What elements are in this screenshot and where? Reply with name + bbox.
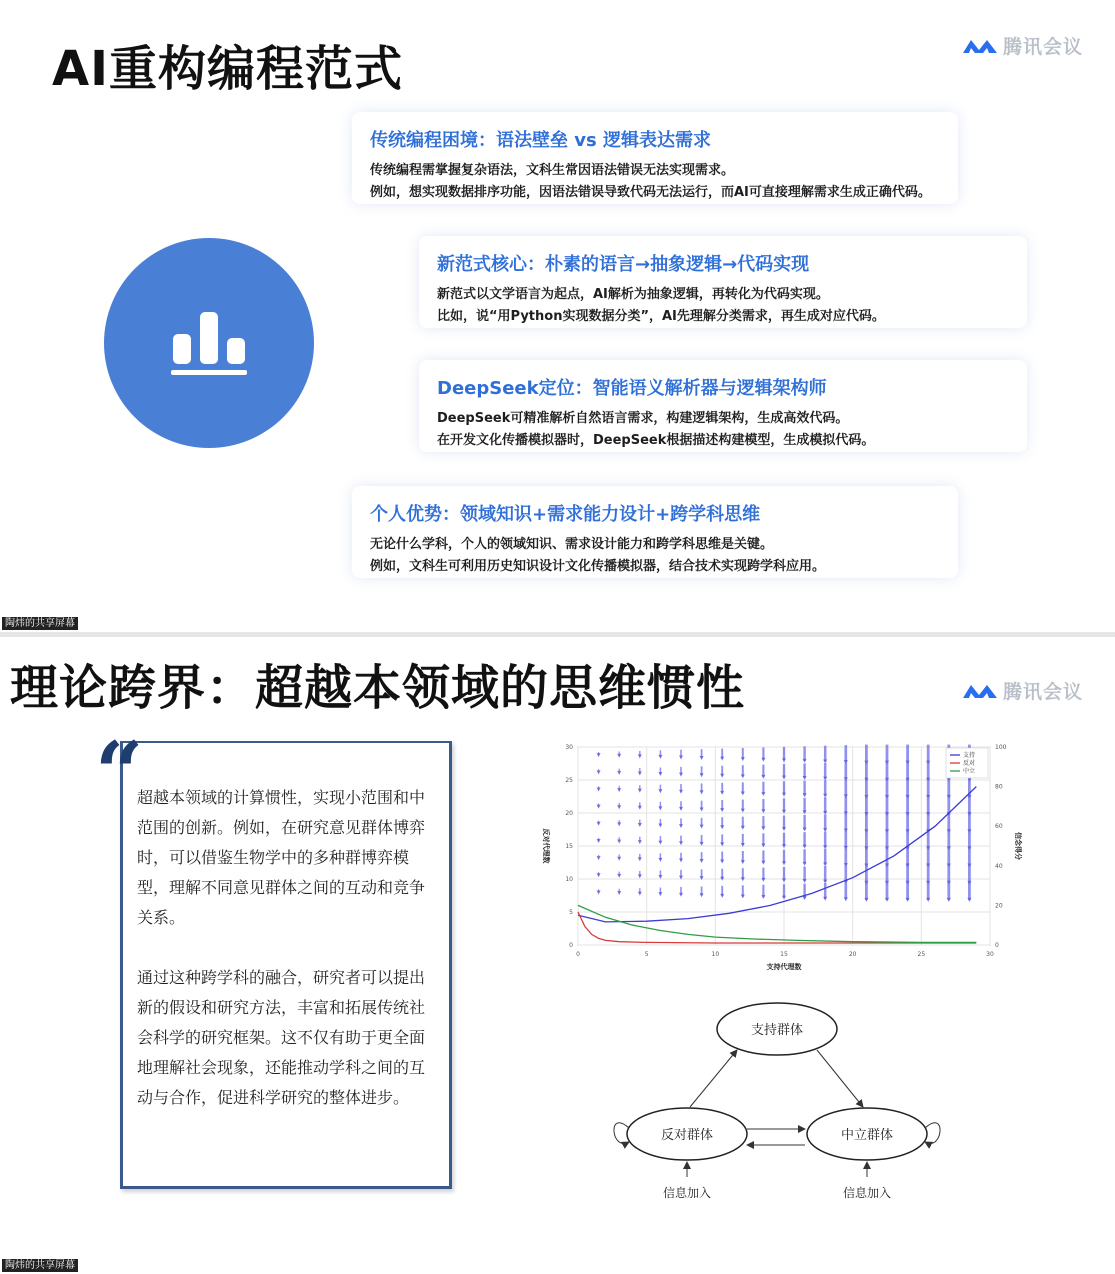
card-traditional-programming: [352, 112, 958, 204]
bar-chart-circle: [104, 238, 314, 448]
y2-tick-label: 60: [995, 823, 1003, 831]
card-new-paradigm: [419, 236, 1027, 328]
tencent-meeting-logo: [961, 32, 1083, 59]
input-label-neutral: 信息加入: [842, 1186, 892, 1200]
dynamics-chart: [530, 737, 1020, 977]
y2-tick-label: 0: [995, 942, 999, 949]
logo-text: 腾讯会议: [1002, 36, 1083, 58]
y2-axis-label: 信念得分: [1014, 832, 1022, 860]
y-tick-label: 20: [565, 810, 573, 817]
x-tick-label: 5: [644, 951, 649, 958]
logo-text: 腾讯会议: [1002, 681, 1083, 703]
card-title: 新范式核心：朴素的语言→抽象逻辑→代码实现: [437, 254, 810, 275]
quote-box: [120, 741, 452, 1189]
quote-paragraph: 超越本领域的计算惯性，实现小范围和中范围的创新。例如，在研究意见群体博弈时，可以借鉴生物学中的多种群博弈模型，理解不同意见群体之间的互动和竞争关系。: [137, 788, 426, 927]
legend-label: 支持: [963, 752, 976, 759]
y2-tick-label: 20: [995, 902, 1003, 910]
x-tick-label: 0: [576, 951, 580, 958]
y-tick-label: 30: [565, 744, 573, 751]
slide-ai-programming: [0, 0, 1115, 632]
tencent-meeting-logo-icon: [961, 36, 999, 56]
node-oppose-label: 反对群体: [660, 1128, 714, 1143]
x-tick-label: 15: [780, 951, 788, 958]
card-text: 传统编程需掌握复杂语法，文科生常因语法错误无法实现需求。: [370, 163, 735, 178]
card-text: 新范式以文学语言为起点，AI解析为抽象逻辑，再转化为代码实现。: [437, 287, 829, 302]
card-title: 传统编程困境：语法壁垒 vs 逻辑表达需求: [370, 130, 711, 151]
y-tick-label: 0: [569, 942, 573, 949]
screen-share-label: 陶炜的共享屏幕: [2, 617, 78, 630]
diagram-svg: [605, 1002, 950, 1207]
legend-label: 中立: [963, 768, 976, 775]
y-tick-label: 10: [565, 876, 573, 883]
screen-share-label: 陶炜的共享屏幕: [2, 1259, 78, 1272]
slide-title: AI重构编程范式: [52, 41, 404, 97]
y-axis-label: 反对代理数: [542, 828, 550, 864]
chart-svg: [530, 737, 1020, 977]
x-tick-label: 10: [711, 951, 720, 958]
card-title: DeepSeek定位：智能语义解析器与逻辑架构师: [437, 378, 827, 399]
card-text: 无论什么学科，个人的领域知识、需求设计能力和跨学科思维是关键。: [370, 537, 774, 552]
node-support-label: 支持群体: [750, 1023, 804, 1038]
card-text: 例如，想实现数据排序功能，因语法错误导致代码无法运行，而AI可直接理解需求生成正确代码。: [370, 185, 931, 200]
group-interaction-diagram: [605, 1002, 950, 1207]
legend-label: 反对: [963, 760, 976, 767]
y2-tick-label: 80: [995, 783, 1003, 791]
node-neutral-label: 中立群体: [840, 1128, 894, 1143]
x-axis-label: 支持代理数: [766, 963, 802, 971]
card-text: DeepSeek可精准解析自然语言需求，构建逻辑架构，生成高效代码。: [437, 411, 849, 426]
tencent-meeting-logo: [961, 677, 1083, 704]
slide-title: 理论跨界：超越本领域的思维惯性: [10, 660, 746, 716]
x-tick-label: 25: [917, 951, 926, 958]
card-deepseek: [419, 360, 1027, 452]
quote-paragraph: 通过这种跨学科的融合，研究者可以提出新的假设和研究方法，丰富和拓展传统社会科学的研究框架。这不仅有助于更全面地理解社会现象，还能推动学科之间的互动与合作，促进科学研究的整体进步。: [137, 968, 426, 1107]
card-text: 在开发文化传播模拟器时，DeepSeek根据描述构建模型，生成模拟代码。: [437, 433, 875, 448]
input-label-oppose: 信息加入: [662, 1186, 712, 1200]
y-tick-label: 25: [565, 777, 573, 784]
y2-tick-label: 40: [995, 862, 1003, 870]
card-text: 比如，说“用Python实现数据分类”，AI先理解分类需求，再生成对应代码。: [437, 309, 885, 324]
card-text: 例如，文科生可利用历史知识设计文化传播模拟器，结合技术实现跨学科应用。: [370, 559, 826, 574]
y2-tick-label: 100: [995, 744, 1007, 751]
y-tick-label: 15: [565, 843, 573, 850]
edge-oppose-to-support: [690, 1050, 737, 1107]
tencent-meeting-logo-icon: [961, 681, 999, 701]
card-personal-advantage: [352, 486, 958, 578]
x-tick-label: 20: [848, 951, 857, 958]
x-tick-label: 30: [986, 951, 994, 958]
y-tick-label: 5: [569, 909, 573, 916]
card-title: 个人优势：领域知识+需求能力设计+跨学科思维: [370, 504, 761, 525]
bar-chart-icon: [169, 308, 249, 378]
quote-mark-icon: “: [95, 723, 144, 822]
edge-support-to-neutral: [817, 1050, 863, 1107]
slide-theory-crossover: [0, 637, 1115, 1274]
